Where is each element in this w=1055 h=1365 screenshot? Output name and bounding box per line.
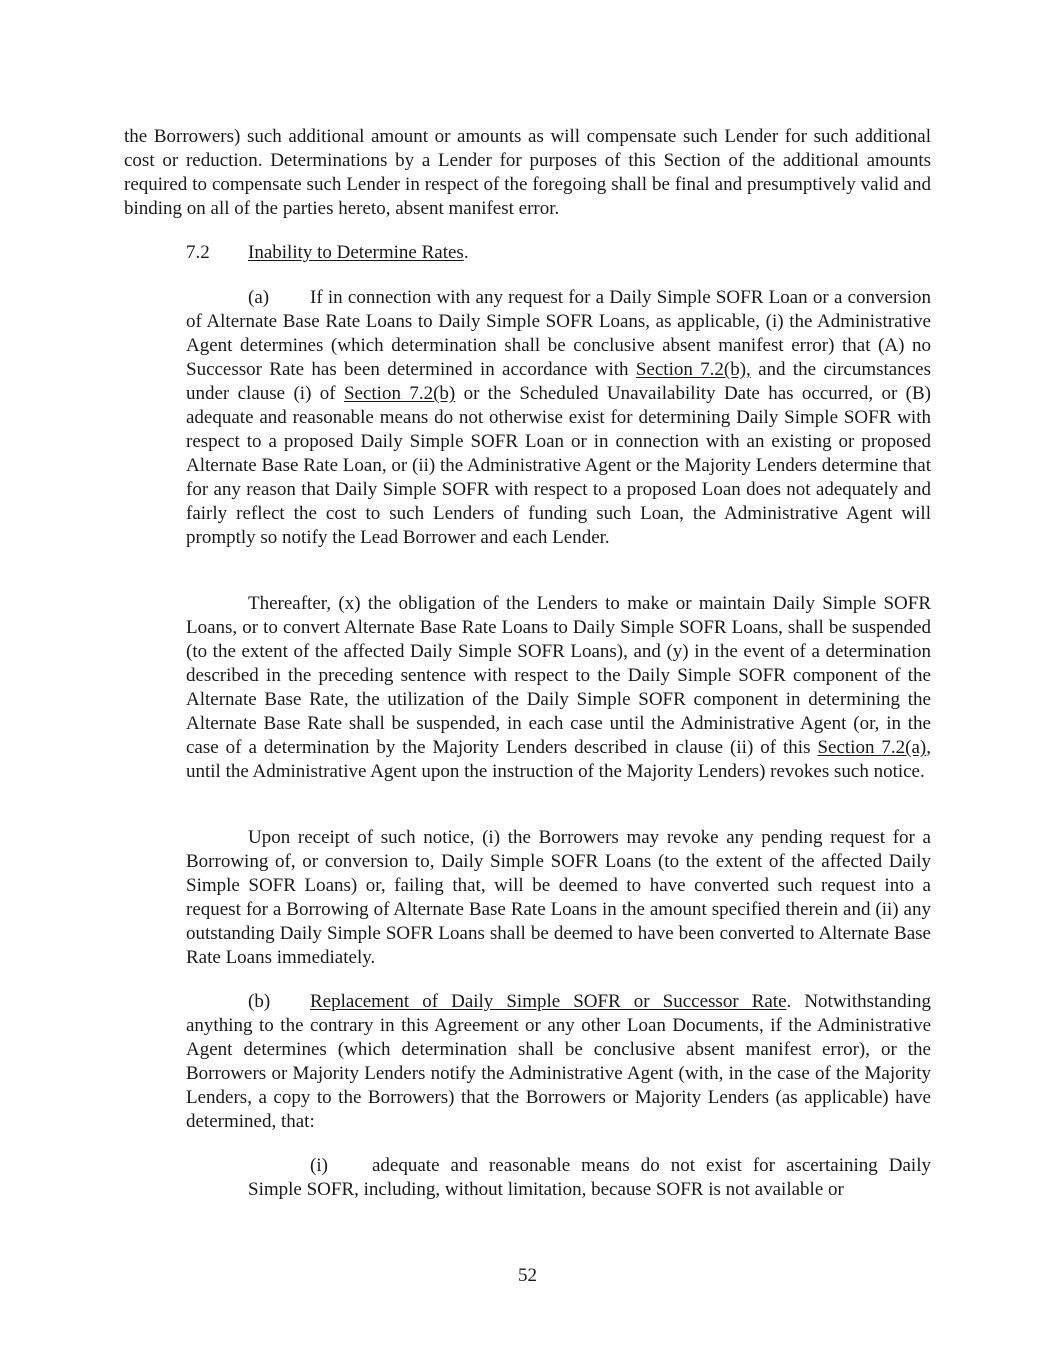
section-title-punct: . <box>463 242 469 263</box>
paragraph-a-marker: (a) <box>248 287 270 308</box>
paragraph-b <box>186 990 931 1134</box>
paragraph-b-title: Replacement of Daily Simple SOFR or Successor Rate <box>310 991 787 1012</box>
paragraph-a-text-2: and the circumstances under clause (i) of <box>186 359 931 404</box>
paragraph-b-marker: (b) <box>248 991 271 1012</box>
paragraph-i-marker: (i) <box>310 1155 328 1176</box>
paragraph-thereafter <box>186 592 931 784</box>
paragraph-a-text-1: If in connection with any request for a Daily Simple SOFR Loan or a conversion of Alternate Base Rate Loans to Daily Simple SOFR Loans, as applicable, (i) the Administrative Agent determines (which determination shall be conclusive absent manifest error) that (A) no Successor Rate has been determined in accordance with <box>186 287 931 380</box>
page-number: 52 <box>518 1265 537 1286</box>
section-ref-7-2-b-first: Section 7.2(b), <box>635 359 751 380</box>
paragraph-a <box>186 286 931 550</box>
paragraph-b-text: . Notwithstanding anything to the contrary in this Agreement or any other Loan Documents, if the Administrative Agent determines (which determination shall be conclusive absent manifest error), or the Borrowers or Majority Lenders notify the Administrative Agent (with, in the case of the Majority Lenders, a copy to the Borrowers) that the Borrowers or Majority Lenders (as applicable) have determined, that: <box>186 991 931 1132</box>
paragraph-thereafter-text-2: , until the Administrative Agent upon the instruction of the Majority Lenders) revokes such notice. <box>186 737 931 782</box>
section-number: 7.2 <box>186 242 210 263</box>
section-ref-7-2-a: Section 7.2(a) <box>817 737 927 758</box>
paragraph-i-text: adequate and reasonable means do not exist for ascertaining Daily Simple SOFR, including, without limitation, because SOFR is not available or <box>248 1155 931 1200</box>
paragraph-i <box>248 1154 931 1202</box>
paragraph-intro: the Borrowers) such additional amount or amounts as will compensate such Lender for such additional cost or reduction. Determinations by a Lender for purposes of this Section of the additional amounts required to compensate such Lender in respect of the foregoing shall be final and presumptively valid and binding on all of the parties hereto, absent manifest error. <box>124 126 931 219</box>
paragraph-thereafter-text-1: Thereafter, (x) the obligation of the Lenders to make or maintain Daily Simple SOFR Loans, or to convert Alternate Base Rate Loans to Daily Simple SOFR Loans, shall be suspended (to the extent of the affected Daily Simple SOFR Loans), and (y) in the event of a determination described in the preceding sentence with respect to the Daily Simple SOFR component of the Alternate Base Rate, the utilization of the Daily Simple SOFR component in determining the Alternate Base Rate shall be suspended, in each case until the Administrative Agent (or, in the case of a determination by the Majority Lenders described in clause (ii) of this <box>186 593 931 758</box>
section-title: Inability to Determine Rates <box>248 242 464 263</box>
paragraph-upon-receipt <box>186 826 931 970</box>
section-heading <box>186 241 931 265</box>
paragraph-a-text-3: or the Scheduled Unavailability Date has occurred, or (B) adequate and reasonable means do not otherwise exist for determining Daily Simple SOFR with respect to a proposed Daily Simple SOFR Loan or in connection with an existing or proposed Alternate Base Rate Loan, or (ii) the Administrative Agent or the Majority Lenders determine that for any reason that Daily Simple SOFR with respect to a proposed Loan does not adequately and fairly reflect the cost to such Lenders of funding such Loan, the Administrative Agent will promptly so notify the Lead Borrower and each Lender. <box>186 383 931 548</box>
paragraph-upon-receipt-text: Upon receipt of such notice, (i) the Borrowers may revoke any pending request for a Borrowing of, or conversion to, Daily Simple SOFR Loans (to the extent of the affected Daily Simple SOFR Loans) or, failing that, will be deemed to have converted such request into a request for a Borrowing of Alternate Base Rate Loans in the amount specified therein and (ii) any outstanding Daily Simple SOFR Loans shall be deemed to have been converted to Alternate Base Rate Loans immediately. <box>186 827 931 968</box>
section-ref-7-2-b-second: Section 7.2(b) <box>343 383 456 404</box>
